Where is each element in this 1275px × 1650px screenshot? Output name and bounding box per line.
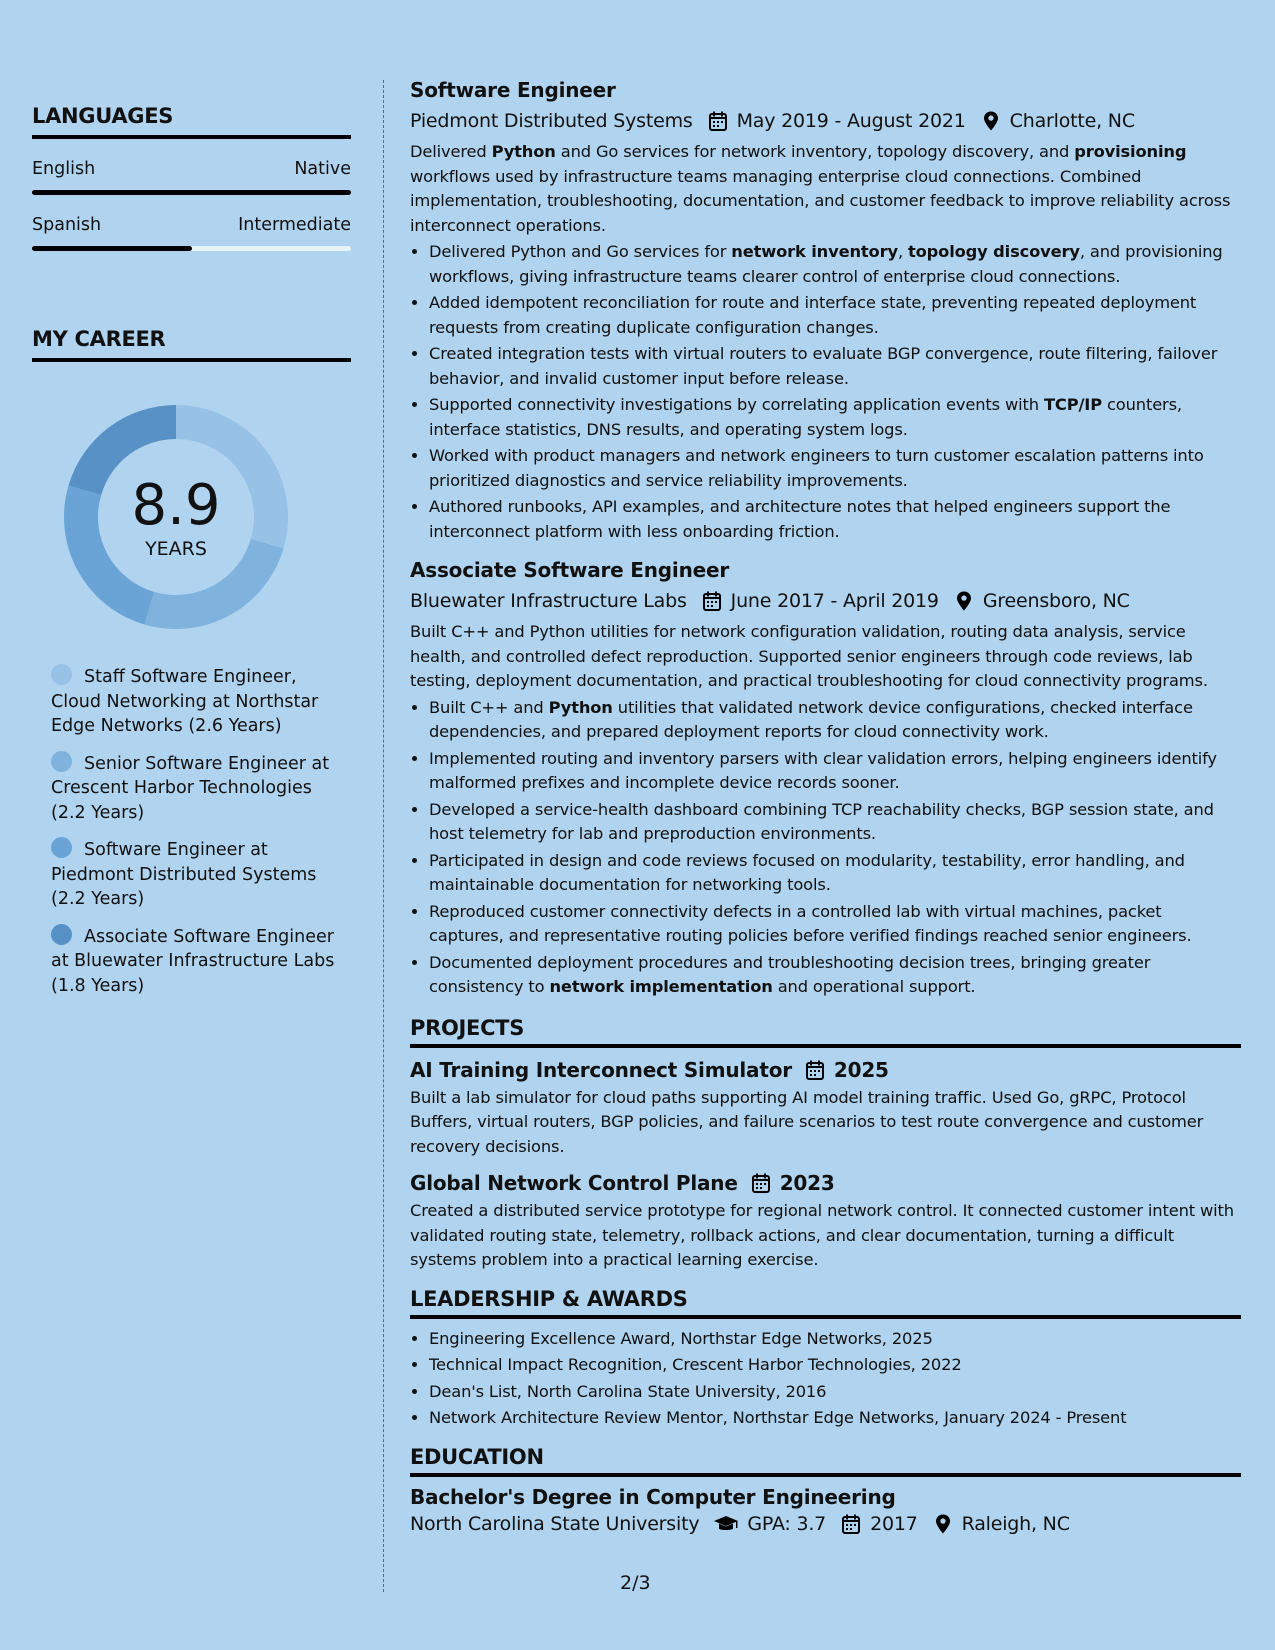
career-role-label: Associate Software Engineer at Bluewater Infrastructure Labs (1.8 Years)	[51, 926, 335, 996]
projects-section	[410, 1016, 1241, 1273]
job-dates: May 2019 - August 2021	[736, 110, 966, 132]
page-number: 2/3	[620, 1572, 651, 1594]
job-bullet: • Created integration tests with virtual routers to evaluate BGP convergence, route filtering, failover behavior, and invalid customer input before release.	[429, 342, 1241, 391]
career-role-label: Staff Software Engineer, Cloud Networking at Northstar Edge Networks (2.6 Years)	[51, 667, 319, 736]
job-dates: June 2017 - April 2019	[730, 590, 939, 612]
awards-heading: LEADERSHIP & AWARDS	[410, 1287, 1241, 1319]
school-location: Raleigh, NC	[961, 1512, 1070, 1535]
graduation-year: 2017	[870, 1512, 918, 1535]
calendar-icon	[701, 591, 723, 611]
education-section	[410, 1445, 1241, 1535]
job-company: Bluewater Infrastructure Labs	[410, 590, 687, 612]
language-level: Native	[294, 159, 351, 179]
language-proficiency-bar	[32, 190, 351, 195]
school-name: North Carolina State University	[410, 1512, 700, 1535]
project-title: AI Training Interconnect Simulator	[410, 1057, 792, 1082]
language-proficiency-fill	[32, 190, 351, 195]
career-legend-item	[51, 751, 351, 826]
project-title-row	[410, 1171, 1241, 1195]
sidebar	[32, 104, 351, 1010]
career-total-unit: YEARS	[145, 538, 207, 560]
career-legend-item	[51, 924, 351, 999]
job-company: Piedmont Distributed Systems	[410, 110, 693, 132]
career-role-label: Software Engineer at Piedmont Distributed Systems (2.2 Years)	[51, 840, 317, 909]
career-heading: MY CAREER	[32, 327, 351, 362]
main-column	[410, 78, 1241, 1535]
job-summary: Built C++ and Python utilities for network configuration validation, routing data analysis, service health, and controlled defect reproduction. Supported senior engineers through code reviews, lab testing, deployment documentation, and practical troubleshooting for cloud connectivity programs.	[410, 622, 1208, 690]
graduation-cap-icon	[713, 1514, 739, 1534]
language-proficiency-bar	[32, 246, 351, 251]
legend-dot	[51, 924, 72, 945]
job-title: Associate Software Engineer	[410, 558, 729, 582]
career-legend-item	[51, 837, 351, 912]
languages-heading: LANGUAGES	[32, 104, 351, 139]
job-title: Software Engineer	[410, 78, 616, 102]
column-divider	[383, 80, 384, 1592]
job-bullet: • Worked with product managers and network engineers to turn customer escalation patterns into prioritized diagnostics and service reliability improvements.	[429, 444, 1241, 493]
project-description: Built a lab simulator for cloud paths supporting AI model training traffic. Used Go, gRPC, Protocol Buffers, virtual routers, BGP policies, and failure scenarios to test route convergence and customer recovery decisions.	[410, 1087, 1204, 1156]
awards-section	[410, 1287, 1241, 1431]
project-year: 2023	[779, 1171, 835, 1195]
career-legend	[51, 664, 351, 998]
award-item: • Technical Impact Recognition, Crescent Harbor Technologies, 2022	[429, 1353, 1241, 1378]
job-bullet: • Built C++ and Python utilities that validated network device configurations, checked interface dependencies, and prepared deployment reports for cloud connectivity work.	[429, 696, 1241, 745]
language-item	[32, 159, 351, 195]
job-bullet: • Delivered Python and Go services for network inventory, topology discovery, and provisioning workflows, giving infrastructure teams clearer control of enterprise cloud connections.	[429, 240, 1241, 289]
job-summary: Delivered Python and Go services for network inventory, topology discovery, and provisioning workflows used by infrastructure teams managing enterprise cloud connections. Combined implementation, troubleshooting, documentation, and customer feedback to improve reliability across interconnect operations.	[410, 142, 1231, 235]
language-item	[32, 215, 351, 251]
calendar-icon	[750, 1173, 772, 1193]
job-bullet: • Supported connectivity investigations by correlating application events with TCP/IP counters, interface statistics, DNS results, and operating system logs.	[429, 393, 1241, 442]
job-bullet: • Developed a service-health dashboard combining TCP reachability checks, BGP session state, and host telemetry for lab and preproduction environments.	[429, 798, 1241, 847]
legend-dot	[51, 664, 72, 685]
job-bullets	[410, 240, 1241, 544]
job-meta	[410, 110, 1241, 132]
degree-title: Bachelor's Degree in Computer Engineering	[410, 1484, 896, 1509]
map-pin-icon	[980, 111, 1002, 131]
job-entry	[410, 558, 1241, 1000]
job-entry	[410, 78, 1241, 544]
job-bullet: • Documented deployment procedures and troubleshooting decision trees, bringing greater consistency to network implementation and operational support.	[429, 951, 1241, 1000]
award-item: • Network Architecture Review Mentor, Northstar Edge Networks, January 2024 - Present	[429, 1406, 1241, 1431]
map-pin-icon	[953, 591, 975, 611]
project-title-row	[410, 1058, 1241, 1082]
language-level: Intermediate	[238, 215, 351, 235]
career-donut-chart	[61, 402, 291, 632]
calendar-icon	[804, 1060, 826, 1080]
job-bullet: • Implemented routing and inventory parsers with clear validation errors, helping engineers identify malformed prefixes and incomplete device records sooner.	[429, 747, 1241, 796]
project-description: Created a distributed service prototype for regional network control. It connected customer intent with validated routing state, telemetry, rollback actions, and clear documentation, turning a difficult systems problem into a practical learning exercise.	[410, 1201, 1234, 1269]
awards-list	[410, 1327, 1241, 1431]
projects-heading: PROJECTS	[410, 1016, 1241, 1048]
award-item: • Engineering Excellence Award, Northstar Edge Networks, 2025	[429, 1327, 1241, 1352]
legend-dot	[51, 751, 72, 772]
job-bullet: • Authored runbooks, API examples, and architecture notes that helped engineers support the interconnect platform with less onboarding friction.	[429, 495, 1241, 544]
project-title: Global Network Control Plane	[410, 1171, 738, 1195]
calendar-icon	[840, 1514, 862, 1534]
job-meta	[410, 590, 1241, 612]
career-legend-item	[51, 664, 351, 739]
career-total-years: 8.9	[131, 473, 221, 538]
job-location: Greensboro, NC	[982, 590, 1130, 612]
project-entry	[410, 1058, 1241, 1160]
project-entry	[410, 1171, 1241, 1273]
gpa: GPA: 3.7	[747, 1512, 827, 1535]
education-heading: EDUCATION	[410, 1445, 1241, 1477]
job-bullet: • Participated in design and code reviews focused on modularity, testability, error handling, and maintainable documentation for networking tools.	[429, 849, 1241, 898]
calendar-icon	[707, 111, 729, 131]
education-meta	[410, 1513, 1241, 1535]
job-bullets	[410, 696, 1241, 1000]
map-pin-icon	[932, 1514, 954, 1534]
job-bullet: • Reproduced customer connectivity defects in a controlled lab with virtual machines, packet captures, and representative routing policies before verified findings reached senior engineers.	[429, 900, 1241, 949]
legend-dot	[51, 837, 72, 858]
language-name: Spanish	[32, 215, 102, 235]
project-year: 2025	[833, 1057, 889, 1082]
award-item: • Dean's List, North Carolina State University, 2016	[429, 1380, 1241, 1405]
language-name: English	[32, 159, 96, 179]
job-location: Charlotte, NC	[1009, 110, 1135, 132]
language-proficiency-fill	[32, 246, 192, 251]
job-bullet: • Added idempotent reconciliation for route and interface state, preventing repeated deployment requests from creating duplicate configuration changes.	[429, 291, 1241, 340]
career-role-label: Senior Software Engineer at Crescent Harbor Technologies (2.2 Years)	[51, 753, 330, 823]
